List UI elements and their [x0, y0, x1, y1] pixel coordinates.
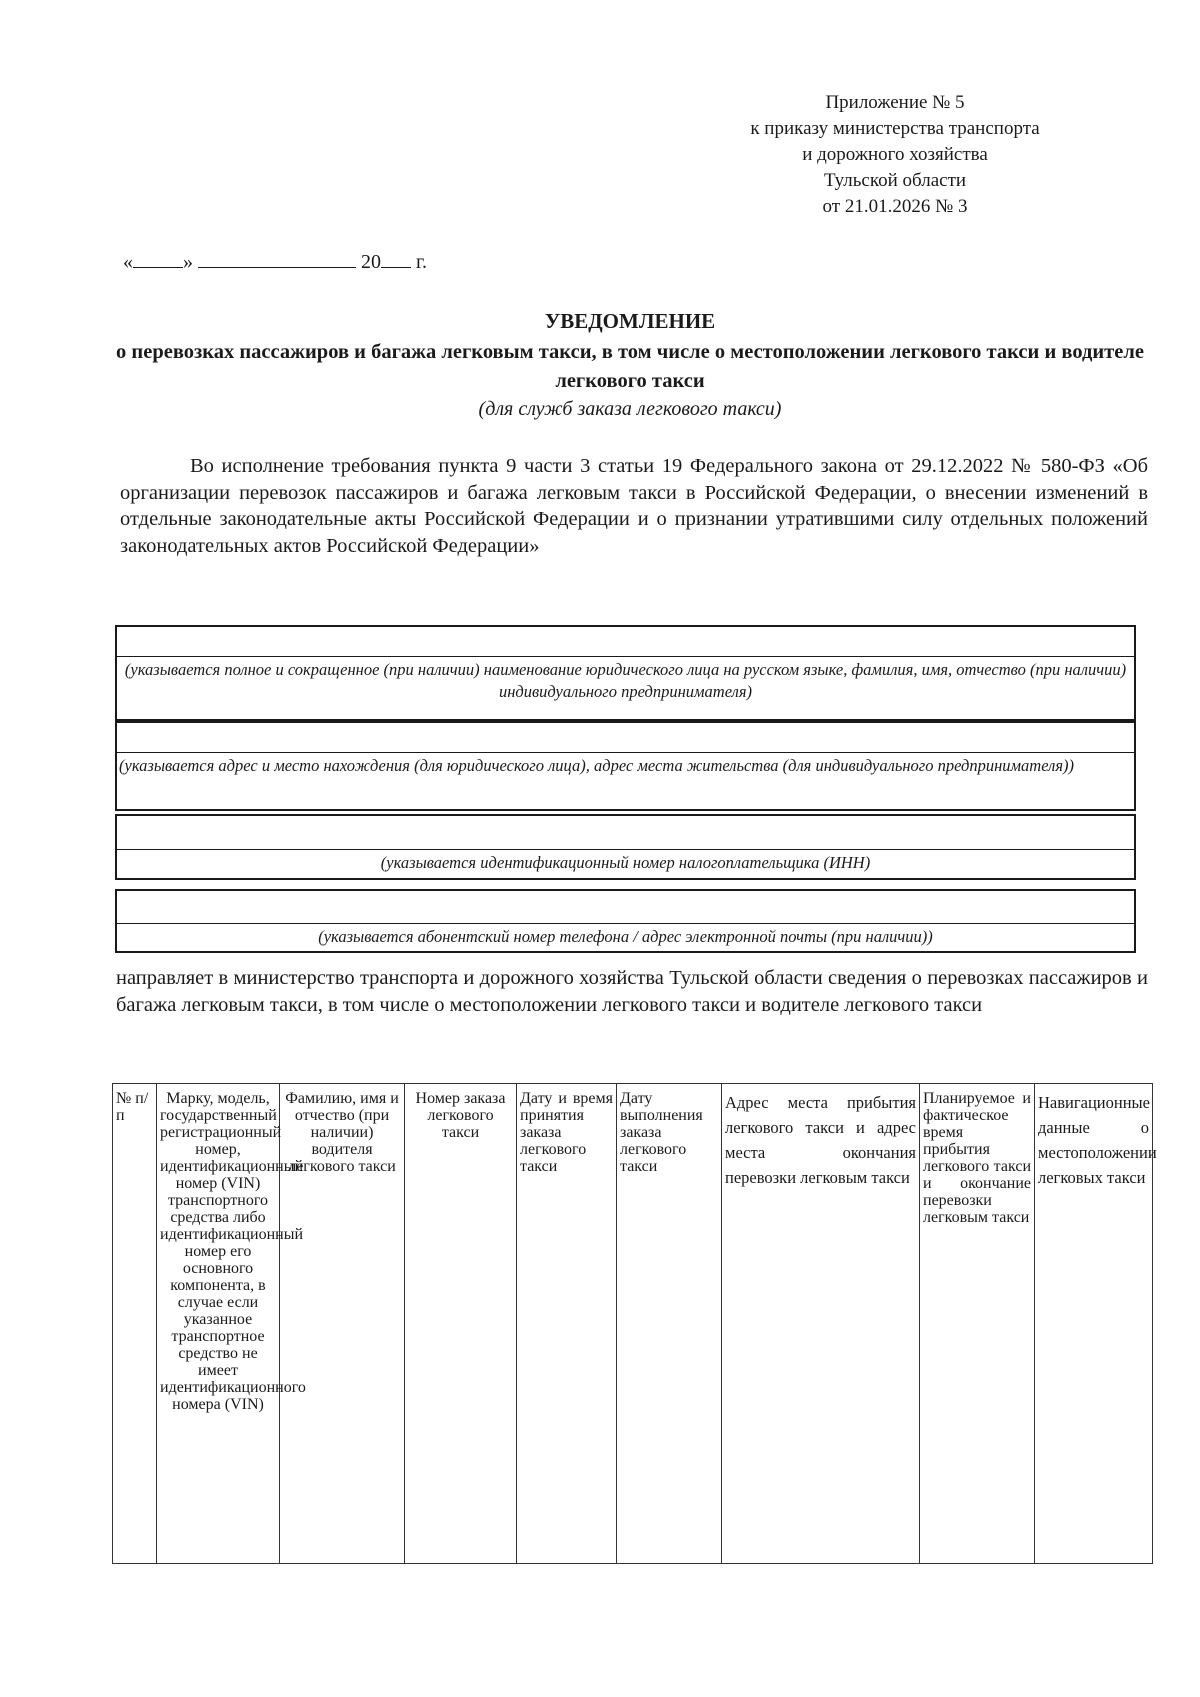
address-input[interactable] [117, 723, 1134, 753]
header-addresses: Адрес места прибытия легкового такси и адрес места окончания перевозки легковым такси [722, 1084, 920, 1564]
year-blank[interactable] [381, 247, 411, 268]
appendix-region-line: Тульской области [823, 170, 967, 191]
organization-name-hint: (указывается полное и сокращенное (при наличии) наименование юридического лица на русском языке, фамилия, имя, отчество (при наличии) индивидуального предпринимателя) [124, 660, 1127, 701]
address-hint: (указывается адрес и место нахождения (для юридического лица), адрес места жительства (для индивидуального предпринимателя)) [119, 756, 1074, 775]
date-close-quote: » [183, 251, 193, 273]
contact-field [115, 889, 1136, 953]
contact-input[interactable] [117, 891, 1134, 924]
inn-field [115, 814, 1136, 880]
inn-input[interactable] [117, 816, 1134, 850]
appendix-number: Приложение № 5 [825, 92, 965, 113]
appendix-block [695, 90, 1095, 220]
intro-paragraph: Во исполнение требования пункта 9 части 3 статьи 19 Федерального закона от 29.12.2022 № 580-ФЗ «Об организации перевозок пассажиров и багажа легковым такси в Российской Федерации, о внесении изменений в отдельные законодательные акты Российской Федерации и о признании утратившими силу отдельных положений законодательных актов Российской Федерации» [120, 455, 1148, 557]
organization-name-input[interactable] [117, 627, 1134, 657]
inn-hint: (указывается идентификационный номер налогоплательщика (ИНН) [380, 853, 871, 872]
body-text: направляет в министерство транспорта и дорожного хозяйства Тульской области сведения о перевозках пассажиров и багажа легковым такси, в том числе о местоположении легкового такси и водителе легкового такси [116, 967, 1148, 1016]
document-purpose: (для служб заказа легкового такси) [478, 398, 782, 420]
appendix-order-line: к приказу министерства транспорта [750, 118, 1040, 139]
header-order-accepted: Дату и время принятия заказа легкового такси [517, 1084, 617, 1564]
appendix-ministry-line: и дорожного хозяйства [802, 144, 988, 165]
contact-hint: (указывается абонентский номер телефона / адрес электронной почты (при наличии)) [318, 927, 933, 946]
table-header-row [113, 1084, 1153, 1564]
header-driver: Фамилию, имя и отчество (при наличии) водителя легкового такси [280, 1084, 405, 1564]
date-century: 20 [361, 251, 381, 273]
document-subtitle: о перевозках пассажиров и багажа легковым такси, в том числе о местоположении легкового такси и водителе легкового такси [116, 341, 1144, 392]
date-year-suffix: г. [416, 251, 427, 273]
report-table [112, 1083, 1157, 1564]
date-line [123, 247, 427, 275]
header-order-completed: Дату выполнения заказа легкового такси [617, 1084, 722, 1564]
header-navigation: Навигационные данные о местоположении легковых такси [1035, 1084, 1153, 1564]
date-open-quote: « [123, 251, 133, 273]
document-title: УВЕДОМЛЕНИЕ [544, 309, 716, 333]
day-blank[interactable] [133, 247, 183, 268]
organization-name-field [115, 625, 1136, 721]
header-number: № п/п [113, 1084, 157, 1564]
header-vehicle: Марку, модель, государственный регистрационный номер, идентификационный номер (VIN) транспортного средства либо идентификационный номер его основного компонента, в случае если указанное транспортное средство не имеет идентификационного номера (VIN) [157, 1084, 280, 1564]
header-order-number: Номер заказа легкового такси [405, 1084, 517, 1564]
month-blank[interactable] [198, 247, 356, 268]
appendix-date-line: от 21.01.2026 № 3 [822, 196, 968, 217]
header-times: Планируемое и фактическое время прибытия легкового такси и окончание перевозки легковым такси [920, 1084, 1035, 1564]
address-field [115, 721, 1136, 811]
